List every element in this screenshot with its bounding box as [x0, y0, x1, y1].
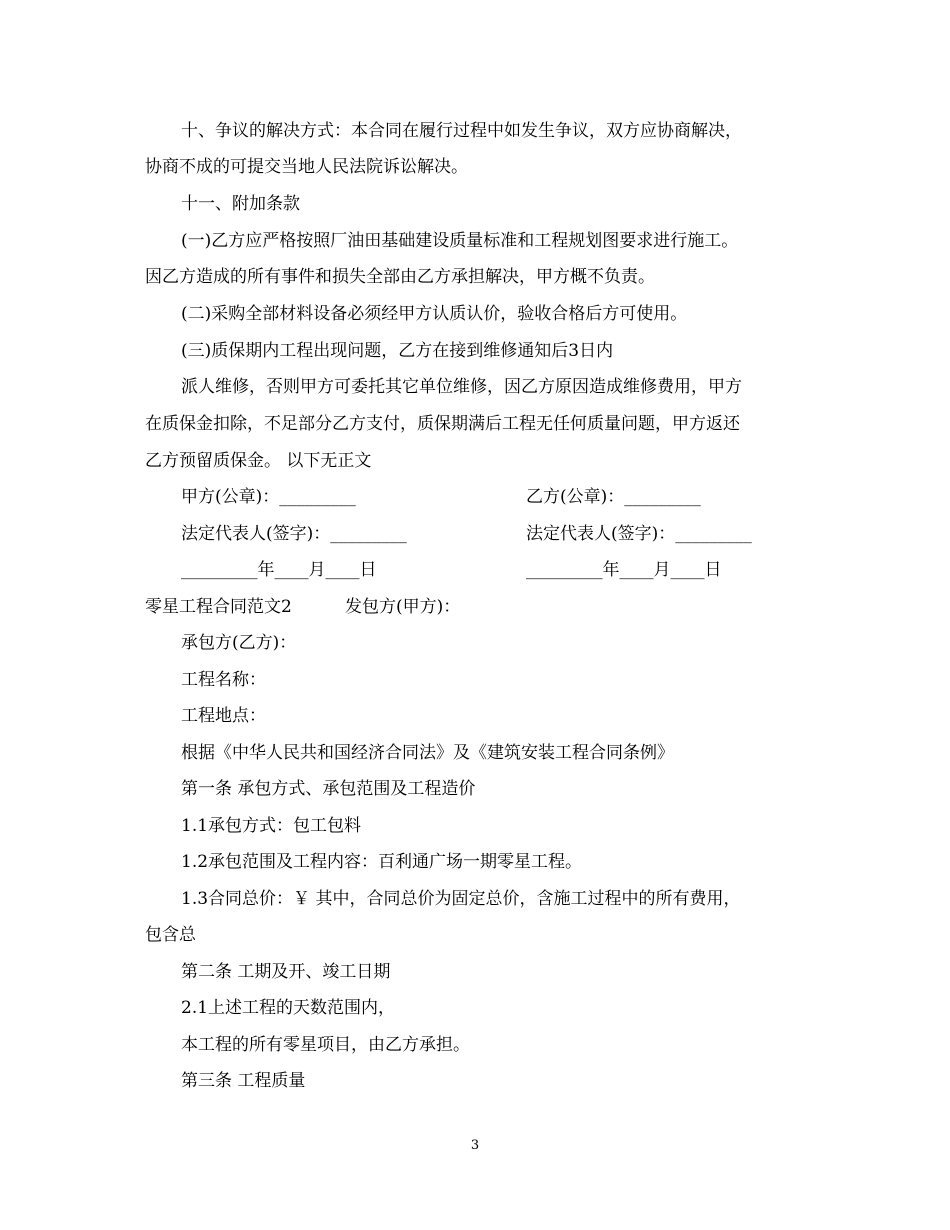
contract2-line: 第一条 承包方式、承包范围及工程造价	[181, 779, 476, 799]
contract2-line: 第二条 工期及开、竣工日期	[181, 962, 391, 982]
section-heading: 十一、附加条款	[181, 194, 300, 214]
party-a-representative: 法定代表人(签字)：_________	[181, 524, 407, 544]
page-number: 3	[470, 1138, 480, 1153]
party-b-seal: 乙方(公章)：_________	[526, 487, 701, 507]
contract2-line: 1.2承包范围及工程内容：百利通广场一期零星工程。	[181, 852, 583, 872]
party-b-representative: 法定代表人(签字)：_________	[526, 524, 752, 544]
contract2-line: 承包方(乙方)：	[181, 633, 297, 653]
contract2-line: 2.1上述工程的天数范围内，	[181, 998, 396, 1018]
contract2-title: 零星工程合同范文2	[145, 597, 292, 617]
paragraph-line: 派人维修，否则甲方可委托其它单位维修，因乙方原因造成维修费用，甲方	[181, 377, 742, 397]
contract2-line: 包含总	[145, 925, 196, 945]
paragraph-line: (三)质保期内工程出现问题，乙方在接到维修通知后3日内	[181, 341, 614, 361]
contract2-line: 第三条 工程质量	[181, 1071, 306, 1091]
paragraph-line: (一)乙方应严格按照厂油田基础建设质量标准和工程规划图要求进行施工。	[181, 231, 739, 251]
party-a-date: _________年____月____日	[181, 560, 377, 580]
paragraph-line: 协商不成的可提交当地人民法院诉讼解决。	[145, 157, 468, 177]
party-a-seal: 甲方(公章)：_________	[181, 487, 356, 507]
paragraph-line: 因乙方造成的所有事件和损失全部由乙方承担解决，甲方概不负责。	[145, 267, 655, 287]
contract2-line: 1.1承包方式：包工包料	[181, 816, 362, 836]
contract2-line: 本工程的所有零星项目，由乙方承担。	[181, 1035, 470, 1055]
contract2-line: 工程名称：	[181, 670, 266, 690]
contract2-line: 根据《中华人民共和国经济合同法》及《建筑安装工程合同条例》	[181, 743, 674, 763]
contract2-line: 1.3合同总价：￥ 其中，合同总价为固定总价，含施工过程中的所有费用，	[181, 889, 741, 909]
paragraph-line: 在质保金扣除，不足部分乙方支付，质保期满后工程无任何质量问题，甲方返还	[145, 414, 740, 434]
contract2-line: 工程地点：	[181, 706, 266, 726]
paragraph-line: (二)采购全部材料设备必须经甲方认质认价，验收合格后方可使用。	[181, 304, 688, 324]
paragraph-line: 十、争议的解决方式：本合同在履行过程中如发生争议，双方应协商解决，	[181, 121, 742, 141]
paragraph-line: 乙方预留质保金。 以下无正文	[145, 451, 372, 471]
contract2-employer: 发包方(甲方)：	[345, 597, 461, 617]
party-b-date: _________年____月____日	[526, 560, 722, 580]
